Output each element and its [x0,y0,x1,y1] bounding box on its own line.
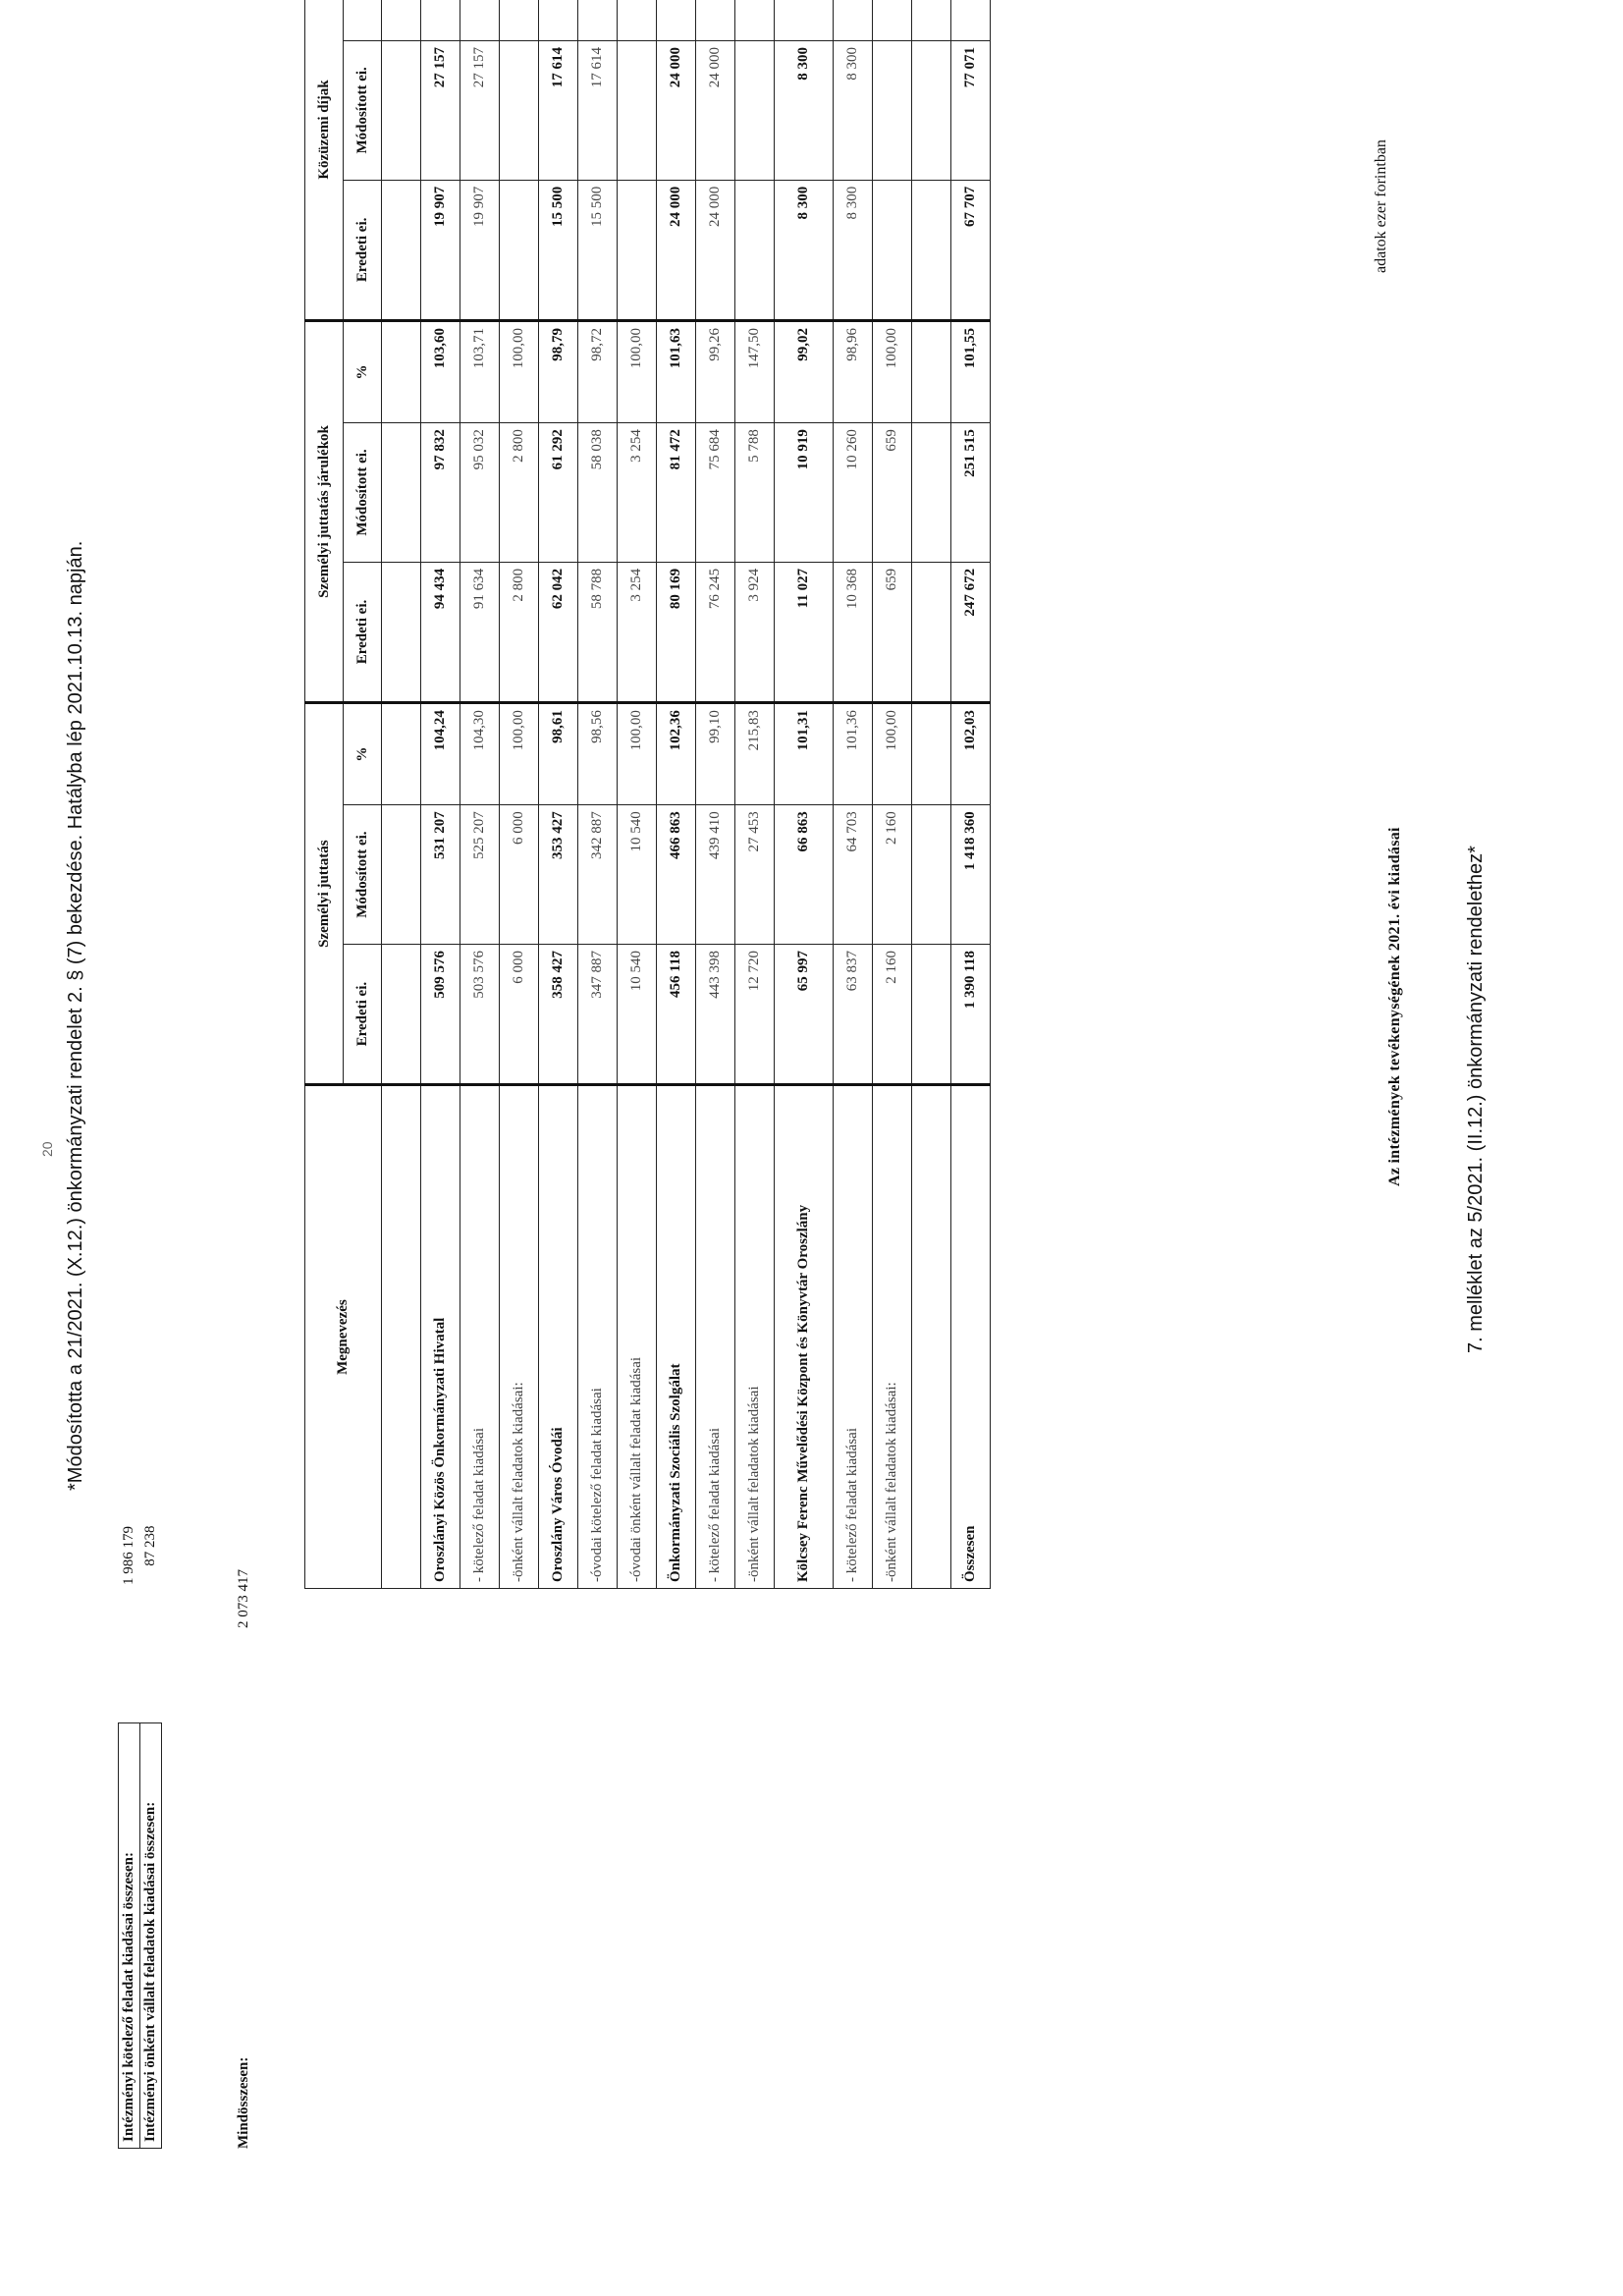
percent-cell [421,0,460,40]
table-cell [912,40,951,180]
percent-cell: 101,55 [951,320,991,422]
amount-cell: 525 207 [460,805,500,945]
percent-cell: 99,02 [775,320,834,422]
expenditure-table-wrap [304,46,1363,1942]
group-header-personal: Személyi juttatás [305,703,344,1085]
row-label: - kötelező feladat kiadásai [696,1085,735,1589]
row-label: Oroszlányi Közös Önkormányzati Hivatal [421,1085,460,1589]
row-label: -óvodai önként vállalt feladat kiadásai [618,1085,657,1589]
amount-cell: 62 042 [539,562,578,702]
table-row [951,0,991,1589]
percent-cell [657,0,696,40]
footnote: *Módosította a 21/2021. (X.12.) önkormányzati rendelet 2. § (7) bekezdése. Hatályba lép 2021.10.13. napján. [65,540,86,1491]
amount-cell: 75 684 [696,423,735,563]
table-row [657,0,696,1589]
table-cell [382,180,421,320]
amount-cell: 251 515 [951,423,991,563]
amount-cell [873,180,912,320]
row-label: - kötelező feladat kiadásai [834,1085,873,1589]
amount-cell: 342 887 [578,805,618,945]
amount-cell: 17 614 [578,40,618,180]
grand-total-value: 2 073 417 [236,1569,251,1628]
row-label: -óvodai kötelező feladat kiadásai [578,1085,618,1589]
amount-cell: 15 500 [578,180,618,320]
amount-cell: 94 434 [421,562,460,702]
table-row [618,0,657,1589]
table-row [539,0,578,1589]
percent-cell: 102,36 [657,703,696,805]
subcol-percent [344,0,382,40]
percent-cell [500,0,539,40]
amount-cell [735,180,775,320]
amount-cell: 66 863 [775,805,834,945]
table-cell [912,805,951,945]
amount-cell: 10 368 [834,562,873,702]
amount-cell: 11 027 [775,562,834,702]
amount-cell: 10 919 [775,423,834,563]
amount-cell: 81 472 [657,423,696,563]
row-label: -önként vállalt feladatok kiadásai: [500,1085,539,1589]
percent-cell: 99,26 [696,320,735,422]
table-cell [912,423,951,563]
amount-cell: 2 800 [500,423,539,563]
amount-cell [873,40,912,180]
percent-cell: 215,83 [735,703,775,805]
table-cell [382,805,421,945]
summary-block [118,1167,162,2149]
table-cell [382,320,421,422]
subcol-original: Eredeti ei. [344,562,382,702]
table-cell [382,703,421,805]
subcol-percent: % [344,320,382,422]
subcol-modified: Módosított ei. [344,805,382,945]
percent-cell: 103,71 [460,320,500,422]
amount-cell [735,40,775,180]
amount-cell: 63 837 [834,945,873,1085]
percent-cell: 147,50 [735,320,775,422]
row-label: Oroszlány Város Óvodái [539,1085,578,1589]
percent-cell: 100,00 [500,320,539,422]
amount-cell [618,40,657,180]
amount-cell: 24 000 [657,40,696,180]
amount-cell: 3 924 [735,562,775,702]
amount-cell: 97 832 [421,423,460,563]
amount-cell: 19 907 [421,180,460,320]
amount-cell: 64 703 [834,805,873,945]
percent-cell: 100,00 [873,703,912,805]
row-label: Összesen [951,1085,991,1589]
amount-cell: 8 300 [834,180,873,320]
row-label: - kötelező feladat kiadásai [460,1085,500,1589]
amount-cell: 443 398 [696,945,735,1085]
percent-cell: 102,03 [951,703,991,805]
table-row [500,0,539,1589]
table-body [382,0,991,1589]
percent-cell: 104,30 [460,703,500,805]
percent-cell: 98,72 [578,320,618,422]
percent-cell: 100,00 [618,703,657,805]
table-cell [382,40,421,180]
amount-cell: 10 540 [618,945,657,1085]
amount-cell: 10 260 [834,423,873,563]
percent-cell [735,0,775,40]
table-cell [912,945,951,1085]
percent-cell [539,0,578,40]
group-header-utilities: Közüzemi díjak [305,0,344,320]
spacer-row [912,0,951,1589]
summary-voluntary-value: 87 238 [142,1525,158,1566]
percent-cell [775,0,834,40]
table-cell [382,1085,421,1589]
amount-cell: 24 000 [696,40,735,180]
row-label: Kölcsey Ferenc Művelődési Központ és Könyvtár Oroszlány [775,1085,834,1589]
grand-total-label: Mindösszesen: [236,2056,251,2149]
amount-cell: 3 254 [618,423,657,563]
amount-cell: 8 300 [775,40,834,180]
amount-cell: 509 576 [421,945,460,1085]
table-cell [382,423,421,563]
amount-cell: 5 788 [735,423,775,563]
amount-cell: 6 000 [500,805,539,945]
table-row [775,0,834,1589]
amount-cell: 65 997 [775,945,834,1085]
amount-cell: 531 207 [421,805,460,945]
table-cell [912,180,951,320]
amount-cell: 358 427 [539,945,578,1085]
table-row [421,0,460,1589]
amount-cell: 1 418 360 [951,805,991,945]
percent-cell [618,0,657,40]
amount-cell: 91 634 [460,562,500,702]
percent-cell: 99,10 [696,703,735,805]
percent-cell: 103,60 [421,320,460,422]
amount-cell: 58 788 [578,562,618,702]
table-row [696,0,735,1589]
amount-cell: 61 292 [539,423,578,563]
percent-cell [951,0,991,40]
table-cell [912,0,951,40]
percent-cell: 98,61 [539,703,578,805]
amount-cell: 353 427 [539,805,578,945]
summary-mandatory-value: 1 986 179 [121,1526,136,1585]
table-row [873,0,912,1589]
table-row [460,0,500,1589]
amount-cell: 24 000 [657,180,696,320]
subcol-modified: Módosított ei. [344,423,382,563]
amount-cell: 19 907 [460,180,500,320]
table-row [834,0,873,1589]
table-cell [912,1085,951,1589]
amount-cell: 27 157 [421,40,460,180]
amount-cell: 1 390 118 [951,945,991,1085]
amount-cell: 503 576 [460,945,500,1085]
amount-cell: 15 500 [539,180,578,320]
amount-cell: 95 032 [460,423,500,563]
percent-cell: 98,79 [539,320,578,422]
amount-cell [500,40,539,180]
percent-cell: 100,00 [873,320,912,422]
amount-cell: 456 118 [657,945,696,1085]
page-number: 20 [39,1141,55,1157]
unit-label: adatok ezer forintban [1373,139,1389,273]
table-cell [382,945,421,1085]
amount-cell: 659 [873,562,912,702]
table-row [578,0,618,1589]
amount-cell [618,180,657,320]
percent-cell: 101,36 [834,703,873,805]
amount-cell: 67 707 [951,180,991,320]
amount-cell: 6 000 [500,945,539,1085]
group-header-contributions: Személyi juttatás járulékok [305,320,344,702]
percent-cell: 98,96 [834,320,873,422]
table-cell [382,0,421,40]
percent-cell [834,0,873,40]
table-cell [912,703,951,805]
col-header-name: Megnevezés [305,1085,382,1589]
table-row [735,0,775,1589]
amount-cell: 3 254 [618,562,657,702]
amount-cell: 2 160 [873,805,912,945]
amount-cell: 27 453 [735,805,775,945]
amount-cell: 8 300 [834,40,873,180]
percent-cell: 101,31 [775,703,834,805]
amount-cell: 2 160 [873,945,912,1085]
percent-cell: 98,56 [578,703,618,805]
percent-cell [460,0,500,40]
expenditure-table [304,0,991,1589]
subcol-original: Eredeti ei. [344,945,382,1085]
row-label: Önkormányzati Szociális Szolgálat [657,1085,696,1589]
table-cell [912,562,951,702]
amount-cell: 27 157 [460,40,500,180]
amount-cell: 659 [873,423,912,563]
row-label: -önként vállalt feladatok kiadásai [735,1085,775,1589]
spacer-row [382,0,421,1589]
amount-cell: 77 071 [951,40,991,180]
amount-cell: 247 672 [951,562,991,702]
amount-cell: 58 038 [578,423,618,563]
subcol-modified: Módosított ei. [344,40,382,180]
amount-cell: 439 410 [696,805,735,945]
summary-mandatory-label: Intézményi kötelező feladat kiadásai összesen: [119,1723,140,2149]
percent-cell [578,0,618,40]
amount-cell: 80 169 [657,562,696,702]
amount-cell: 24 000 [696,180,735,320]
percent-cell: 100,00 [618,320,657,422]
amount-cell: 10 540 [618,805,657,945]
amount-cell: 347 887 [578,945,618,1085]
table-cell [382,562,421,702]
percent-cell: 100,00 [500,703,539,805]
row-label: -önként vállalt feladatok kiadásai: [873,1085,912,1589]
amount-cell: 12 720 [735,945,775,1085]
amount-cell: 2 800 [500,562,539,702]
amount-cell: 17 614 [539,40,578,180]
table-subtitle: Az intézmények tevékenységének 2021. évi kiadásai [1386,827,1403,1186]
amount-cell [500,180,539,320]
table-cell [912,320,951,422]
annex-title: 7. melléklet az 5/2021. (II.12.) önkormányzati rendelethez* [1465,846,1487,1353]
amount-cell: 466 863 [657,805,696,945]
amount-cell: 8 300 [775,180,834,320]
amount-cell: 76 245 [696,562,735,702]
summary-voluntary-label: Intézményi önként vállalt feladatok kiadásai összesen: [140,1723,162,2149]
percent-cell: 104,24 [421,703,460,805]
percent-cell [873,0,912,40]
percent-cell [696,0,735,40]
subcol-original: Eredeti ei. [344,180,382,320]
percent-cell: 101,63 [657,320,696,422]
subcol-percent: % [344,703,382,805]
